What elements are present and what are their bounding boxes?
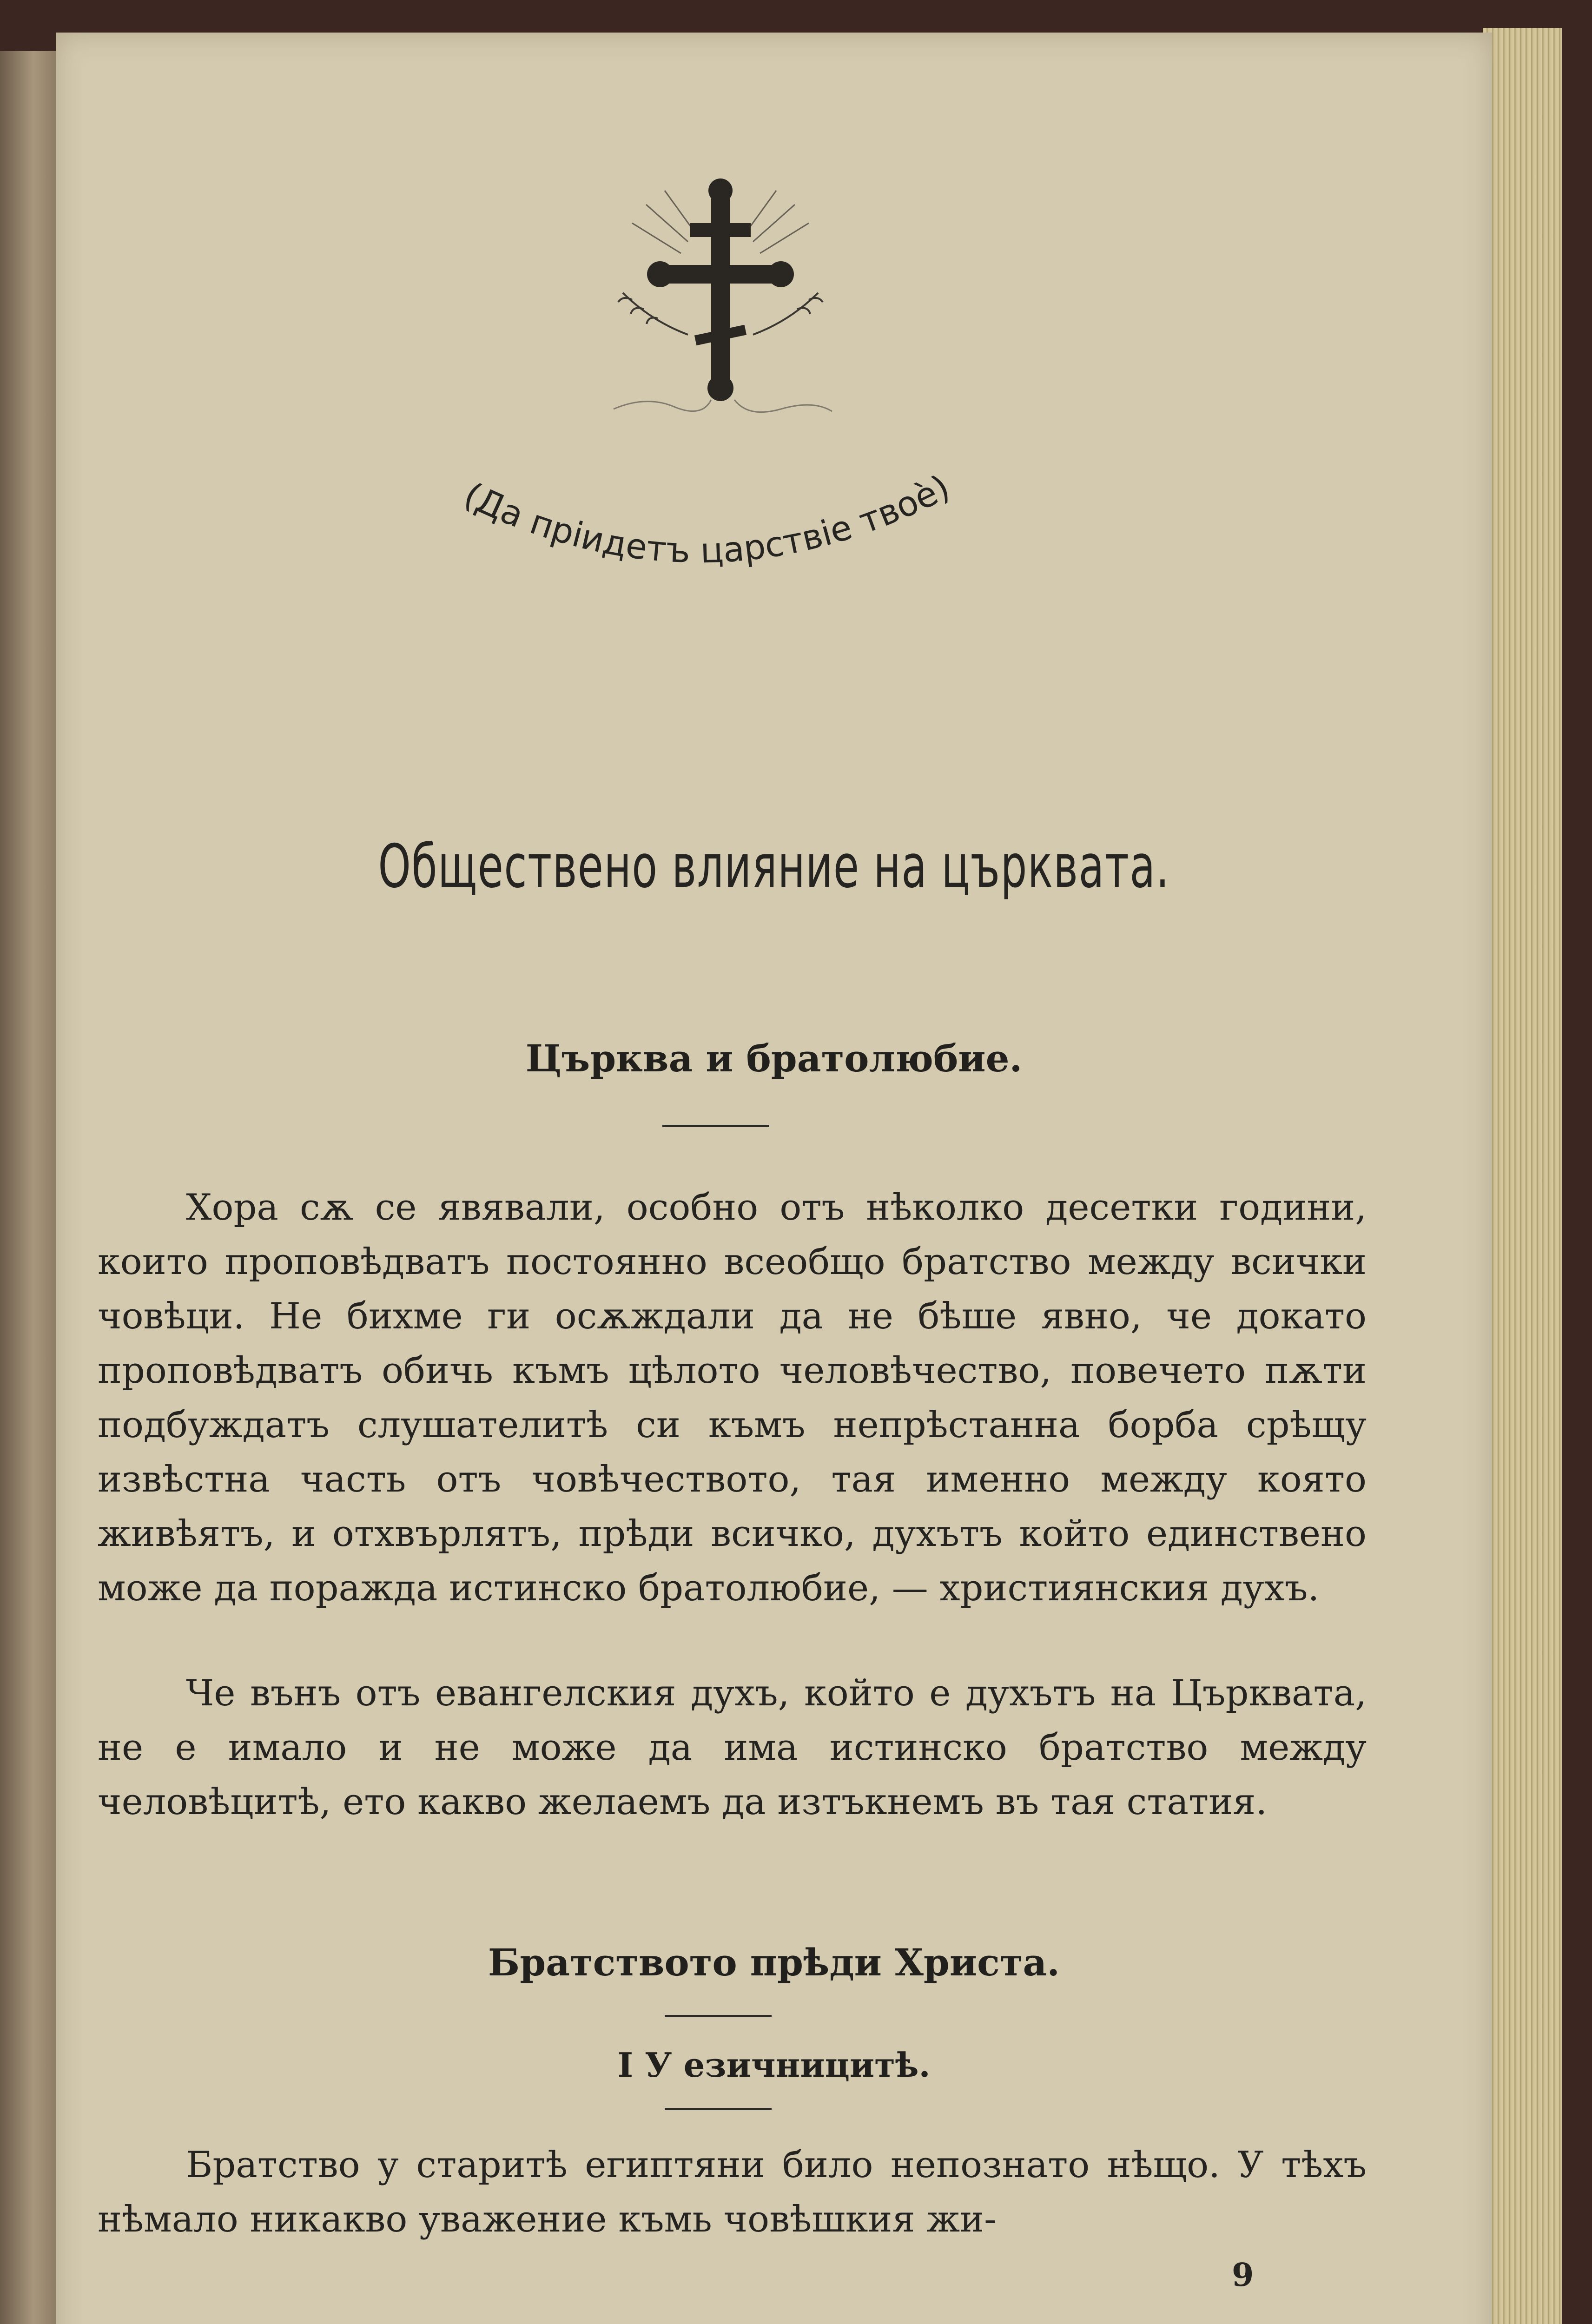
page-edge-stack [1483, 28, 1566, 2324]
motto-text: (Да пріидетъ царствіе твоѐ) [457, 467, 957, 571]
section-heading: Братството прѣди Христа. [488, 1941, 1060, 1984]
body-paragraph: Братство у старитѣ египтяни било непознато нѣщо. У тѣхъ нѣмало никакво уважение къмь човѣшкия жи- [98, 2144, 1367, 2240]
divider-rule [662, 1125, 769, 1127]
divider-rule [665, 2108, 772, 2110]
subsection-heading: I У езичницитѣ. [617, 2045, 931, 2085]
body-paragraph: Че вънъ отъ евангелския духъ, който е духътъ на Църквата, не е имало и не може да има истинско братство между человѣцитѣ, ето какво желаемъ да изтъкнемъ въ тая статия. [98, 1672, 1367, 1823]
book-cover-edge [1562, 19, 1592, 2324]
left-page-edge [0, 51, 56, 2324]
body-paragraph: Хора сѫ се явявали, особно отъ нѣколко десетки години, които проповѣдватъ постоянно всеобщо братство между всички човѣци. Не бихме ги осѫждали да не бѣше явно, че докато проповѣдватъ обичь къмъ цѣлото человѣчество, повечето пѫти подбуждатъ слушателитѣ си къмъ непрѣстанна борба срѣщу извѣстна часть отъ човѣчеството, тая именно между която живѣятъ, и отхвърлятъ, прѣди всичко, духътъ който единствено може да поражда истинско братолюбие, — християнския духъ. [98, 1187, 1367, 1609]
orthodox-cross-icon [595, 177, 846, 437]
page-title: Обществено влияние на църквата. [378, 832, 1170, 901]
page-number: 9 [1232, 2257, 1254, 2294]
motto-arc [381, 437, 1032, 632]
divider-rule [665, 2015, 772, 2017]
section-heading: Църква и братолюбие. [525, 1037, 1023, 1080]
